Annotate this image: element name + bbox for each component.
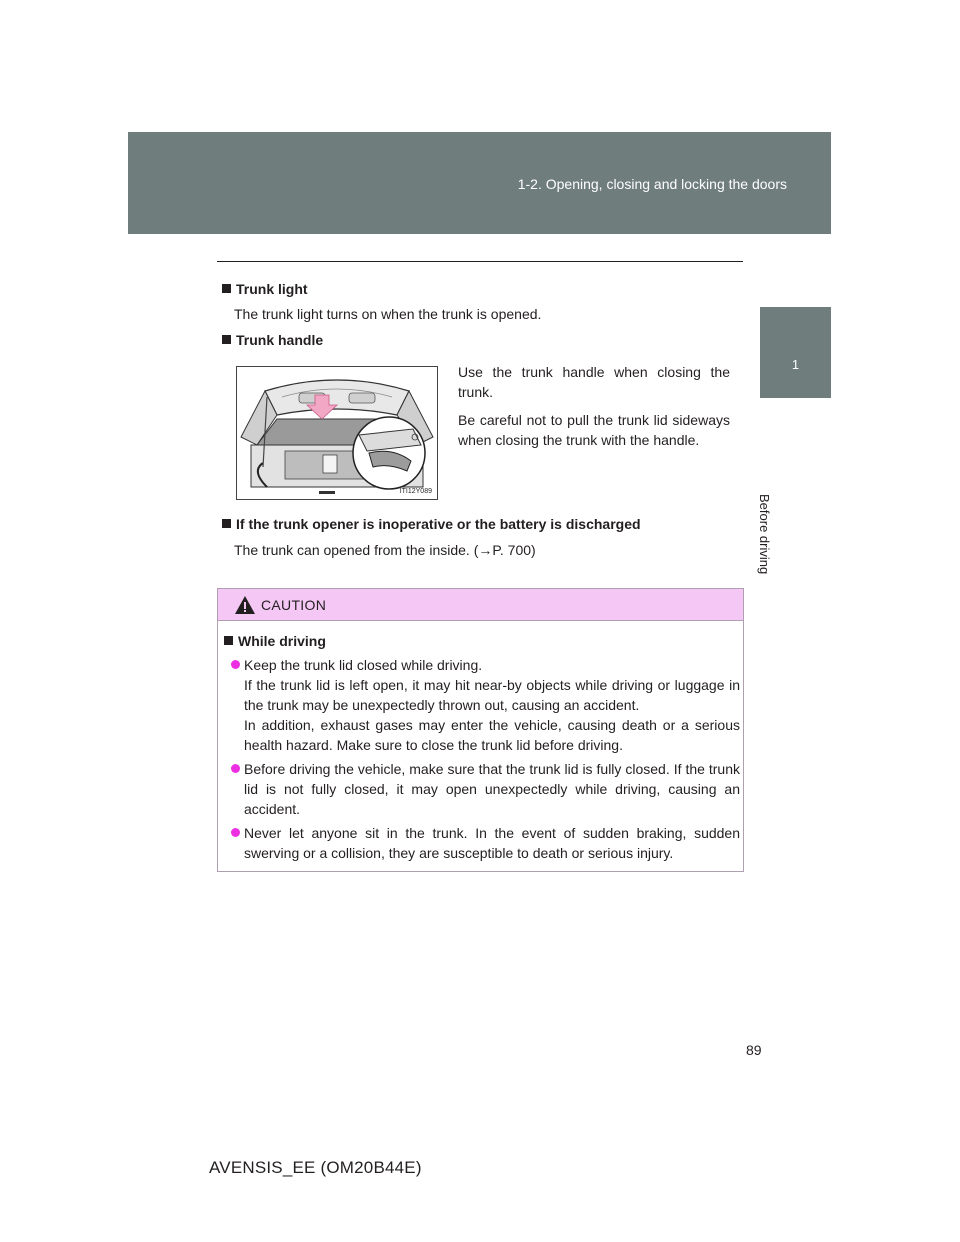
square-bullet-icon xyxy=(222,519,231,528)
trunk-handle-para-1: Use the trunk handle when closing the trunk. xyxy=(458,364,730,400)
caution-bullet xyxy=(231,655,740,755)
heading-text: Trunk handle xyxy=(236,332,324,348)
square-bullet-icon xyxy=(222,284,231,293)
bullet-line: In addition, exhaust gases may enter the vehicle, causing death or a serious health hazard. Make sure to close the trunk lid before driving. xyxy=(244,717,740,753)
divider-rule xyxy=(217,261,743,262)
page-number: 89 xyxy=(746,1042,762,1058)
caution-heading xyxy=(224,633,326,649)
bullet-line: If the trunk lid is left open, it may hit near-by objects while driving or luggage in the trunk may be unexpectedly thrown out, causing an accident. xyxy=(244,677,740,713)
caution-title: CAUTION xyxy=(261,597,327,613)
heading-text: If the trunk opener is inoperative or the battery is discharged xyxy=(236,516,641,532)
square-bullet-icon xyxy=(224,636,233,645)
trunk-opener-text: The trunk can opened from the inside. (→P. 700) xyxy=(234,542,536,558)
section-title: 1-2. Opening, closing and locking the doors xyxy=(517,176,787,192)
caution-bullet xyxy=(231,823,740,863)
heading-trunk-opener xyxy=(222,516,641,532)
warning-triangle-icon xyxy=(234,595,256,615)
bullet-line: Never let anyone sit in the trunk. In the event of sudden braking, sudden swerving or a collision, they are susceptible to death or serious injury. xyxy=(244,825,740,861)
round-bullet-icon xyxy=(231,660,240,669)
chapter-number: 1 xyxy=(791,357,800,372)
heading-trunk-handle xyxy=(222,332,323,348)
trunk-handle-figure xyxy=(236,366,438,500)
bullet-line: Before driving the vehicle, make sure that the trunk lid is fully closed. If the trunk lid is not fully closed, it may open unexpectedly while driving, causing an accident. xyxy=(244,761,740,817)
heading-text: While driving xyxy=(238,633,326,649)
model-code: AVENSIS_EE (OM20B44E) xyxy=(209,1158,422,1177)
trunk-illustration xyxy=(237,367,437,499)
square-bullet-icon xyxy=(222,335,231,344)
caution-header xyxy=(218,589,743,621)
round-bullet-icon xyxy=(231,828,240,837)
round-bullet-icon xyxy=(231,764,240,773)
trunk-handle-para-2: Be careful not to pull the trunk lid sideways when closing the trunk with the handle. xyxy=(458,412,730,448)
heading-text: Trunk light xyxy=(236,281,308,297)
chapter-tab xyxy=(760,307,831,398)
header-bar xyxy=(128,132,831,234)
figure-code: ITI12Y089 xyxy=(399,488,432,495)
chapter-label: Before driving xyxy=(757,494,772,575)
trunk-light-text: The trunk light turns on when the trunk is opened. xyxy=(234,306,542,322)
bullet-line: Keep the trunk lid closed while driving. xyxy=(244,657,483,673)
caution-box xyxy=(217,588,744,872)
heading-trunk-light xyxy=(222,281,308,297)
caution-bullet xyxy=(231,759,740,819)
